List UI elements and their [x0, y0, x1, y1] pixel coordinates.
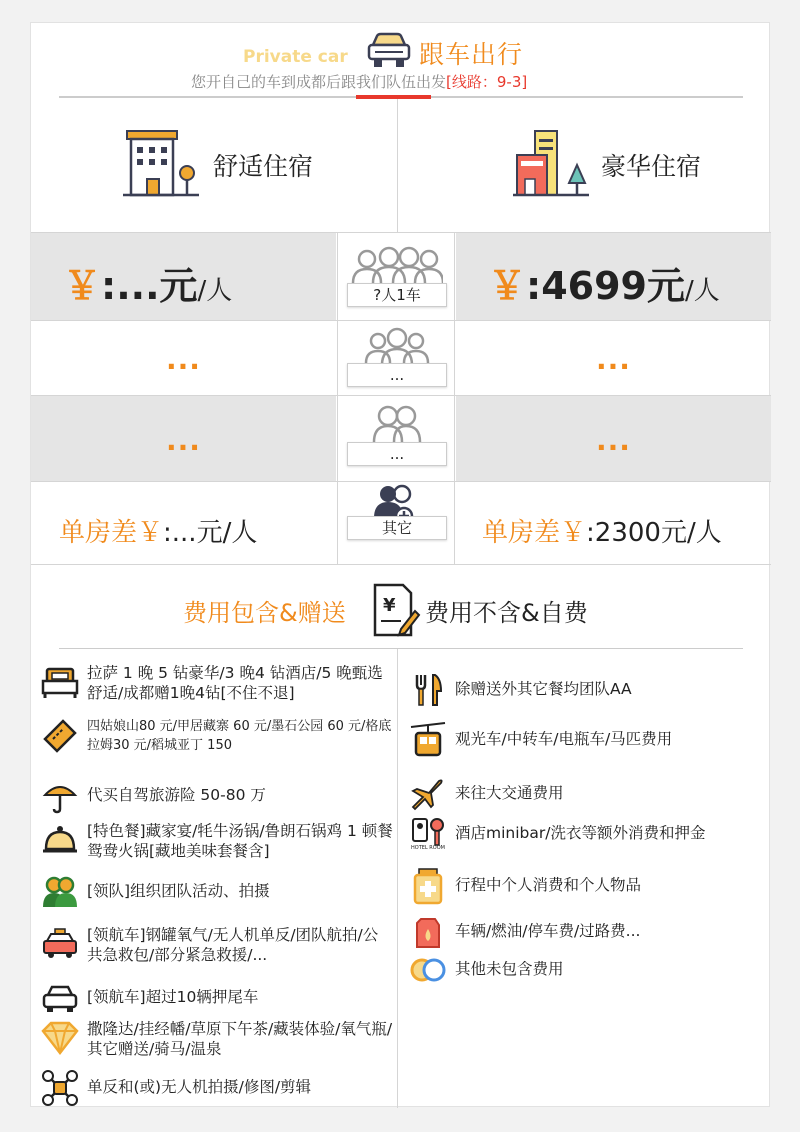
- per-person: /人: [684, 276, 720, 306]
- price-cell-left: [31, 321, 336, 395]
- included-item-text: 代买自驾旅游险 50-80 万: [87, 786, 266, 804]
- team-icon: [41, 873, 79, 911]
- cable-car-icon: [409, 721, 447, 759]
- people-cell: [337, 233, 455, 320]
- price-cell-left: [31, 233, 336, 320]
- list-item: [41, 777, 393, 815]
- car-icon: [367, 31, 411, 71]
- header: [31, 23, 771, 98]
- price-row-3: [31, 395, 771, 481]
- list-item: [409, 951, 759, 989]
- hotel-divider: [397, 99, 398, 232]
- people-count-box: ...: [347, 363, 447, 387]
- coins-icon: [409, 951, 447, 989]
- single-supplement-label: 单房差￥: [59, 518, 164, 548]
- list-item: [41, 1069, 393, 1107]
- list-divider: [397, 649, 398, 1108]
- list-item: [409, 867, 759, 905]
- price-cell-right: [456, 482, 771, 564]
- yen-symbol: ￥: [63, 264, 102, 308]
- price-cell-right: [456, 321, 771, 395]
- food-cloche-icon: [41, 821, 79, 859]
- excluded-item-text: 酒店minibar/洗衣等额外消费和押金: [455, 824, 706, 842]
- list-item: [41, 663, 393, 703]
- header-title: 跟车出行: [419, 40, 524, 69]
- luxury-hotel-label: 豪华住宿: [601, 152, 702, 181]
- price-row-4: [31, 481, 771, 564]
- ticket-icon: [41, 717, 79, 755]
- price-cell-left: [31, 482, 336, 564]
- excluded-item-text: 其他未包含费用: [455, 960, 564, 978]
- placeholder-dots: ...: [596, 424, 631, 457]
- fuel-icon: [409, 913, 447, 951]
- excluded-item-text: 观光车/中转车/电瓶车/马匹费用: [455, 730, 673, 748]
- svg-text:¥: ¥: [383, 595, 396, 616]
- excluded-item-text: 除赠送外其它餐均团队AA: [455, 680, 632, 698]
- excluded-title: 费用不含&自费: [425, 599, 588, 627]
- people-count-box: ...: [347, 442, 447, 466]
- price-cell-left: [31, 396, 336, 481]
- included-item-text: [领航车]超过10辆押尾车: [87, 988, 259, 1006]
- price-cell-right: [456, 396, 771, 481]
- list-item: [41, 925, 393, 965]
- list-item: [41, 979, 393, 1017]
- list-item: [41, 821, 393, 861]
- list-item: [409, 913, 759, 951]
- luxury-single-supplement: [482, 512, 722, 549]
- diamond-icon: [41, 1019, 79, 1057]
- excluded-item-text: 车辆/燃油/停车费/过路费...: [455, 922, 641, 940]
- other-box: 其它: [347, 516, 447, 540]
- hotel-row: [31, 99, 771, 232]
- people-cell: [337, 482, 455, 564]
- list-item: [41, 873, 393, 911]
- group-four-icon: [351, 245, 443, 287]
- single-supplement-label: 单房差￥: [482, 518, 587, 548]
- city-buildings-icon: [511, 125, 591, 199]
- fork-knife-icon: [409, 671, 447, 709]
- comfort-price: [63, 255, 232, 310]
- inclusion-header: [31, 564, 771, 649]
- comfort-price-value: :...元: [101, 264, 198, 308]
- placeholder-dots: ...: [596, 343, 631, 376]
- price-cell-right: [456, 233, 771, 320]
- price-row-2: [31, 320, 771, 395]
- included-item-text: 四姑娘山80 元/甲居藏寨 60 元/墨石公园 60 元/格底拉姆30 元/稻城亚丁 150: [87, 719, 392, 753]
- price-grid: [31, 232, 771, 564]
- included-item-text: [特色餐]藏家宴/牦牛汤锅/鲁朗石锅鸡 1 顿餐鸳鸯火锅[藏地美味套餐含]: [87, 822, 393, 860]
- itinerary-card: [30, 22, 770, 1107]
- list-item: [41, 1019, 393, 1059]
- header-subtitle: [191, 71, 527, 92]
- included-item-text: 拉萨 1 晚 5 钻豪华/3 晚4 钻酒店/5 晚甄选舒适/成都赠1晚4钻[不住不退]: [87, 664, 383, 702]
- luxury-single-value: :2300元/人: [586, 518, 722, 548]
- placeholder-dots: ...: [166, 424, 201, 457]
- drone-icon: [41, 1069, 79, 1107]
- luxury-price: [488, 255, 720, 310]
- list-item: [41, 717, 393, 755]
- included-item-text: 单反和(或)无人机拍摄/修图/剪辑: [87, 1078, 312, 1096]
- placeholder-dots: ...: [166, 343, 201, 376]
- excluded-item-text: 行程中个人消费和个人物品: [455, 876, 642, 894]
- included-item-text: [领队]组织团队活动、拍摄: [87, 882, 270, 900]
- medicine-icon: [409, 867, 447, 905]
- list-item: [409, 815, 759, 853]
- subtitle-text: 您开自己的车到成都后跟我们队伍出发: [191, 73, 447, 91]
- comfort-hotel-label: 舒适住宿: [213, 152, 314, 181]
- excluded-item-text: 来往大交通费用: [455, 784, 564, 802]
- list-item: [409, 721, 759, 759]
- car-icon: [41, 979, 79, 1017]
- included-item-text: 撒隆达/挂经幡/草原下午茶/藏装体验/氧气瓶/其它赠送/骑马/温泉: [87, 1020, 393, 1058]
- header-english: Private car: [243, 47, 348, 67]
- hotel-building-icon: [121, 125, 201, 199]
- people-count-box: ?人1车: [347, 283, 447, 307]
- comfort-single-value: :...元/人: [163, 518, 258, 548]
- list-item: [409, 775, 759, 813]
- umbrella-icon: [41, 777, 79, 815]
- inclusion-lists: [31, 649, 771, 1108]
- hotel-key-icon: [409, 815, 447, 853]
- yen-symbol: ￥: [488, 264, 527, 308]
- group-two-icon: [364, 404, 430, 446]
- list-item: [409, 671, 759, 709]
- included-item-text: [领航车]钢罐氧气/无人机单反/团队航拍/公共急救包/部分紧急救援/...: [87, 926, 379, 964]
- hotel-room-label: HOTEL ROOM: [411, 845, 445, 851]
- comfort-single-supplement: [59, 512, 257, 549]
- invoice-pen-icon: [371, 581, 421, 639]
- per-person: /人: [197, 276, 233, 306]
- people-cell: [337, 396, 455, 481]
- people-cell: [337, 321, 455, 395]
- lead-car-icon: [41, 925, 79, 963]
- route-code: [线路：9-3]: [446, 73, 528, 91]
- included-title: 费用包含&赠送: [183, 599, 346, 627]
- airplane-icon: [409, 775, 447, 813]
- luxury-price-value: :4699元: [526, 264, 685, 308]
- bed-icon: [41, 663, 79, 701]
- price-row-1: [31, 232, 771, 320]
